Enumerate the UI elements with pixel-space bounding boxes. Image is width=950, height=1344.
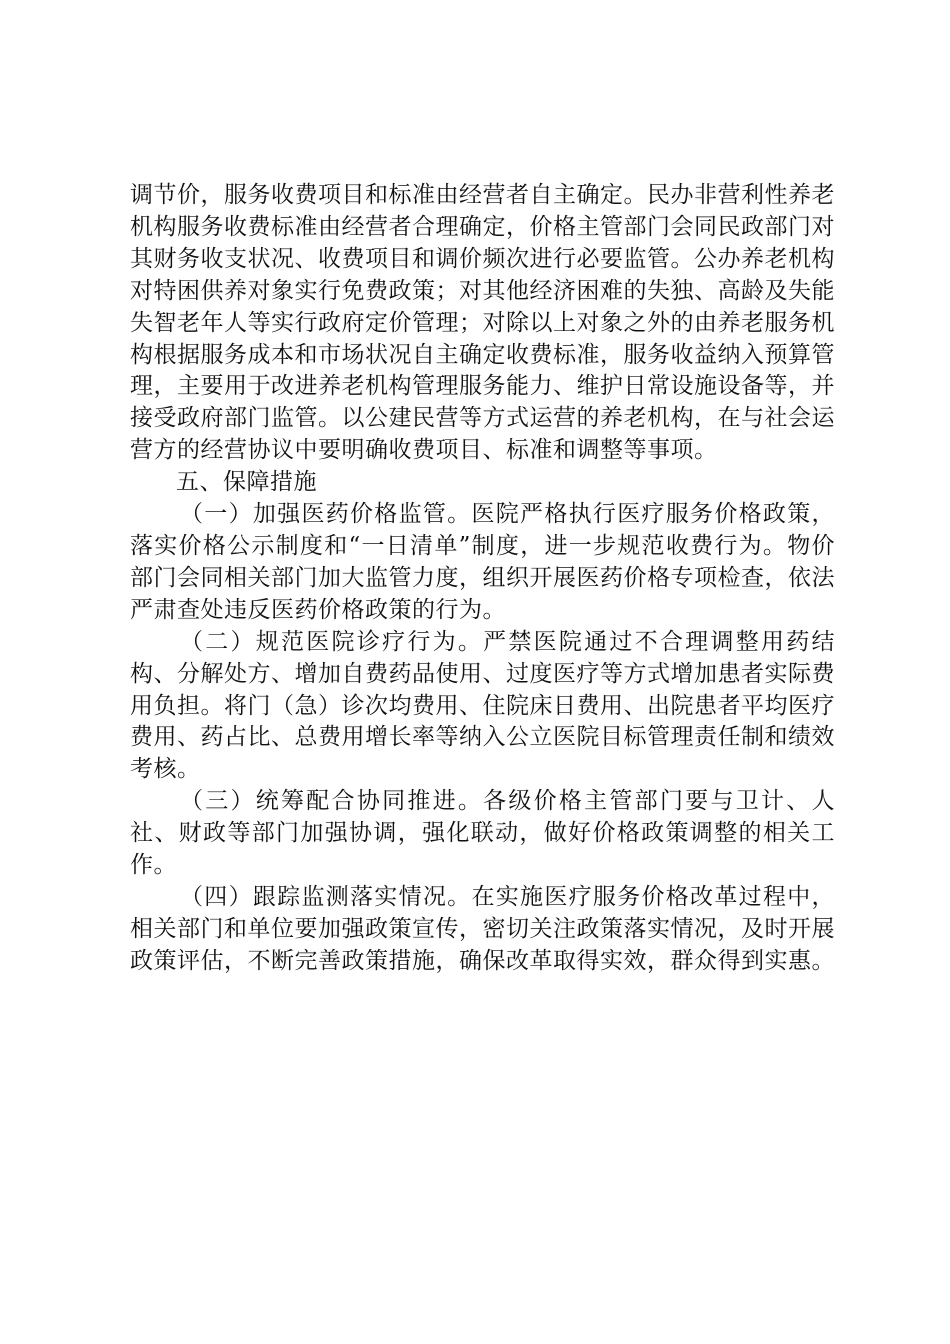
paragraph-measure-2: （二）规范医院诊疗行为。严禁医院通过不合理调整用药结构、分解处方、增加自费药品使用、过度医疗等方式增加患者实际费用负担。将门（急）诊次均费用、住院床日费用、出院患者平均医疗费用、药占比、总费用增长率等纳入公立医院目标管理责任制和绩效考核。	[130, 628, 835, 783]
document-page	[130, 180, 835, 978]
paragraph-pricing-continuation: 调节价，服务收费项目和标准由经营者自主确定。民办非营利性养老机构服务收费标准由经营者合理确定，价格主管部门会同民政部门对其财务收支状况、收费项目和调价频次进行必要监管。公办养老机构对特困供养对象实行免费政策；对其他经济困难的失独、高龄及失能失智老年人等实行政府定价管理；对除以上对象之外的由养老服务机构根据服务成本和市场状况自主确定收费标准，服务收益纳入预算管理，主要用于改进养老机构管理服务能力、维护日常设施设备等，并接受政府部门监管。以公建民营等方式运营的养老机构，在与社会运营方的经营协议中要明确收费项目、标准和调整等事项。	[130, 182, 835, 464]
paragraph-measure-1: （一）加强医药价格监管。医院严格执行医疗服务价格政策，落实价格公示制度和“一日清单”制度，进一步规范收费行为。物价部门会同相关部门加大监管力度，组织开展医药价格专项检查，依法严肃查处违反医药价格政策的行为。	[130, 501, 835, 623]
paragraph-measure-4: （四）跟踪监测落实情况。在实施医疗服务价格改革过程中，相关部门和单位要加强政策宣传，密切关注政策落实情况，及时开展政策评估，不断完善政策措施，确保改革取得实效，群众得到实惠。	[130, 883, 835, 974]
section-heading-safeguards: 五、保障措施	[176, 469, 317, 496]
paragraph-measure-3: （三）统筹配合协同推进。各级价格主管部门要与卫计、人社、财政等部门加强协调，强化联动，做好价格政策调整的相关工作。	[130, 788, 835, 879]
